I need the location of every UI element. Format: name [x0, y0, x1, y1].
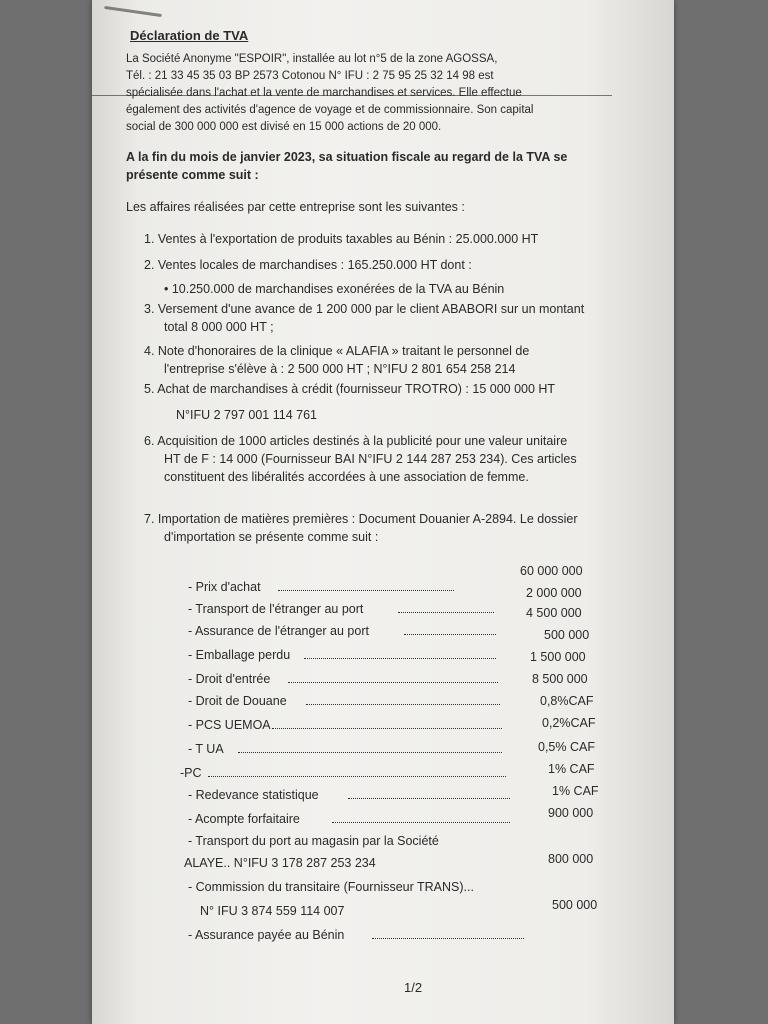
import-row-value: 4 500 000	[526, 606, 582, 620]
intro-line-4: également des activités d'agence de voyage et de commissionnaire. Son capital	[126, 104, 534, 116]
item-5-line-1: 5. Achat de marchandises à crédit (fournisseur TROTRO) : 15 000 000 HT	[144, 382, 556, 396]
import-row-label: - Droit d'entrée	[188, 672, 271, 686]
item-4-line-1: 4. Note d'honoraires de la clinique « ALAFIA » traitant le personnel de	[144, 344, 530, 358]
import-row-label: -PC	[180, 766, 202, 780]
import-row-label: - Transport du port au magasin par la Société	[188, 834, 439, 848]
import-row-label: - Assurance de l'étranger au port	[188, 624, 369, 638]
import-row-label: - Emballage perdu	[188, 648, 291, 662]
leader-dots	[332, 822, 510, 823]
import-row-label: - PCS UEMOA	[188, 718, 271, 732]
item-5-line-2: N°IFU 2 797 001 114 761	[176, 408, 317, 422]
leader-dots	[272, 728, 502, 729]
item-2-sub: • 10.250.000 de marchandises exonérées de la TVA au Bénin	[164, 282, 505, 296]
leader-dots	[288, 682, 498, 683]
import-row-label: - Acompte forfaitaire	[188, 812, 300, 826]
import-row-value: 60 000 000	[520, 564, 583, 578]
page-number: 1/2	[404, 980, 423, 995]
leader-dots	[398, 612, 494, 613]
import-row-value: 1 500 000	[530, 650, 586, 664]
import-row-label: - Redevance statistique	[188, 788, 319, 802]
import-row-label: - Prix d'achat	[188, 580, 261, 594]
import-row-value: 0,2%CAF	[542, 716, 596, 730]
import-row-value: 900 000	[548, 806, 594, 820]
import-row-value: 1% CAF	[552, 784, 599, 798]
leader-dots	[404, 634, 496, 635]
import-row-value: 1% CAF	[548, 762, 595, 776]
item-6-line-3: constituent des libéralités accordées à une association de femme.	[164, 470, 529, 484]
import-row-value: 2 000 000	[526, 586, 582, 600]
affaires-intro: Les affaires réalisées par cette entreprise sont les suivantes :	[126, 200, 465, 214]
document-page	[92, 0, 674, 1024]
leader-dots	[238, 752, 502, 753]
leader-dots	[304, 658, 496, 659]
intro-line-3: spécialisée dans l'achat et la vente de marchandises et services. Elle effectue	[126, 87, 522, 99]
item-6-line-2: HT de F : 14 000 (Fournisseur BAI N°IFU 2 144 287 253 234). Ces articles	[164, 452, 577, 466]
import-row-value: 500 000	[544, 628, 590, 642]
import-row-value: 0,8%CAF	[540, 694, 594, 708]
situation-line-2: présente comme suit :	[126, 168, 259, 182]
leader-dots	[306, 704, 500, 705]
item-4-line-2: l'entreprise s'élève à : 2 500 000 HT ; N°IFU 2 801 654 258 214	[164, 362, 516, 376]
import-row-value: 800 000	[548, 852, 594, 866]
import-row-label: - Droit de Douane	[188, 694, 287, 708]
item-3-line-1: 3. Versement d'une avance de 1 200 000 par le client ABABORI sur un montant	[144, 302, 585, 316]
import-row-label: N° IFU 3 874 559 114 007	[200, 904, 345, 918]
import-row-value: 0,5% CAF	[538, 740, 595, 754]
leader-dots	[278, 590, 454, 591]
item-7-line-2: d'importation se présente comme suit :	[164, 530, 379, 544]
item-6-line-1: 6. Acquisition de 1000 articles destinés à la publicité pour une valeur unitaire	[144, 434, 568, 448]
situation-line-1: A la fin du mois de janvier 2023, sa situation fiscale au regard de la TVA se	[126, 150, 568, 164]
intro-line-1: La Société Anonyme "ESPOIR", installée au lot n°5 de la zone AGOSSA,	[126, 53, 498, 65]
intro-line-5: social de 300 000 000 est divisé en 15 000 actions de 20 000.	[126, 121, 442, 133]
import-row-value: 500 000	[552, 898, 598, 912]
document-title: Déclaration de TVA	[130, 28, 249, 43]
intro-line-2: Tél. : 21 33 45 35 03 BP 2573 Cotonou N° IFU : 2 75 95 25 32 14 98 est	[126, 70, 494, 82]
item-3-line-2: total 8 000 000 HT ;	[164, 320, 274, 334]
import-row-label: ALAYE.. N°IFU 3 178 287 253 234	[184, 856, 376, 870]
import-row-label: - Assurance payée au Bénin	[188, 928, 345, 942]
item-2: 2. Ventes locales de marchandises : 165.250.000 HT dont :	[144, 258, 472, 272]
import-row-label: - T UA	[188, 742, 224, 756]
import-row-value: 8 500 000	[532, 672, 588, 686]
import-row-label: - Transport de l'étranger au port	[188, 602, 364, 616]
import-row-label: - Commission du transitaire (Fournisseur TRANS)...	[188, 880, 474, 894]
leader-dots	[348, 798, 510, 799]
leader-dots	[372, 938, 524, 939]
item-1: 1. Ventes à l'exportation de produits taxables au Bénin : 25.000.000 HT	[144, 232, 539, 246]
leader-dots	[208, 776, 506, 777]
item-7-line-1: 7. Importation de matières premières : Document Douanier A-2894. Le dossier	[144, 512, 578, 526]
